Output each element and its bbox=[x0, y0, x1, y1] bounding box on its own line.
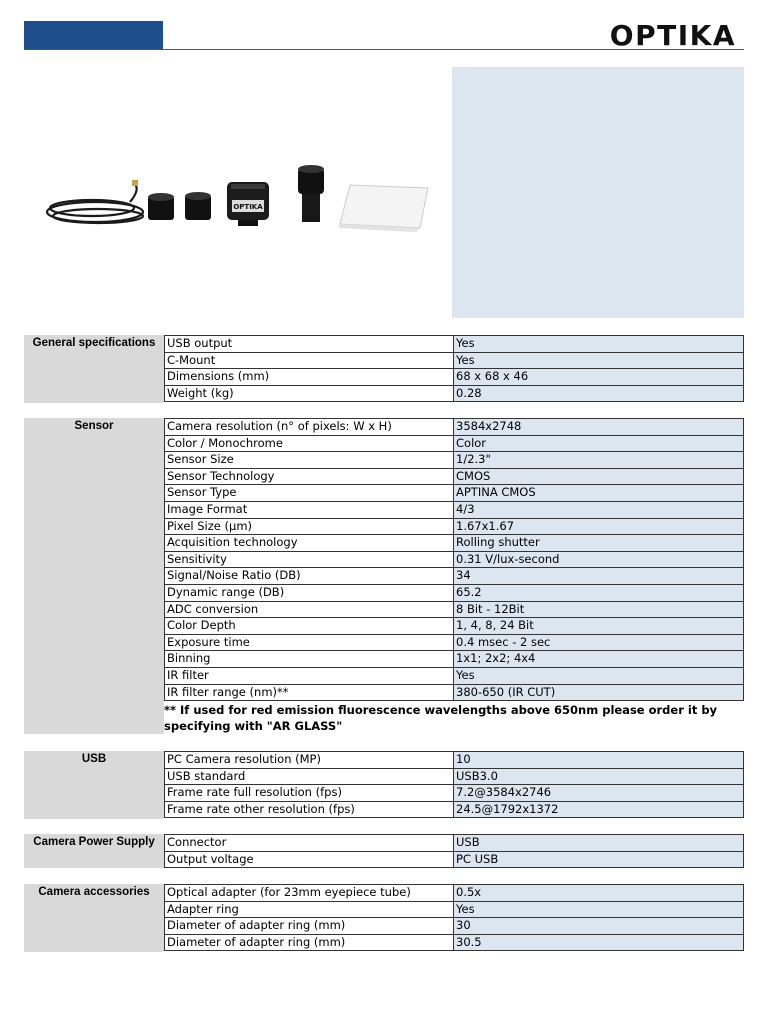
sensor-table bbox=[164, 418, 744, 701]
spec-value: Yes bbox=[454, 336, 744, 353]
spec-key: Sensor Technology bbox=[165, 468, 454, 485]
spec-value: 380-650 (IR CUT) bbox=[454, 684, 744, 701]
table-row bbox=[165, 435, 744, 452]
spec-key: Camera resolution (n° of pixels: W x H) bbox=[165, 419, 454, 436]
product-photo bbox=[40, 150, 440, 250]
spec-key: Sensitivity bbox=[165, 551, 454, 568]
section-label-sensor: Sensor bbox=[24, 418, 164, 734]
spec-value: Yes bbox=[454, 667, 744, 684]
brand-logo: OPTIKA bbox=[609, 19, 736, 52]
accessories-table bbox=[164, 884, 744, 951]
spec-key: Color / Monochrome bbox=[165, 435, 454, 452]
table-row bbox=[165, 535, 744, 552]
spec-value: 7.2@3584x2746 bbox=[454, 785, 744, 802]
header-color-bar bbox=[24, 21, 163, 49]
table-row bbox=[165, 568, 744, 585]
table-row bbox=[165, 918, 744, 935]
spec-key: Dynamic range (DB) bbox=[165, 584, 454, 601]
spec-value: 30 bbox=[454, 918, 744, 935]
spec-key: Signal/Noise Ratio (DB) bbox=[165, 568, 454, 585]
spec-value: Yes bbox=[454, 901, 744, 918]
table-row bbox=[165, 835, 744, 852]
spec-key: Pixel Size (µm) bbox=[165, 518, 454, 535]
usb-section bbox=[24, 751, 744, 819]
spec-key: Weight (kg) bbox=[165, 385, 454, 402]
table-row bbox=[165, 601, 744, 618]
table-row bbox=[165, 369, 744, 386]
table-row bbox=[165, 934, 744, 951]
spec-key: Exposure time bbox=[165, 634, 454, 651]
table-row bbox=[165, 752, 744, 769]
spec-key: Dimensions (mm) bbox=[165, 369, 454, 386]
spec-key: Frame rate other resolution (fps) bbox=[165, 801, 454, 818]
spec-value: 10 bbox=[454, 752, 744, 769]
spec-value: 0.5x bbox=[454, 885, 744, 902]
spec-value: 0.4 msec - 2 sec bbox=[454, 634, 744, 651]
adapter-ring-image bbox=[148, 192, 211, 220]
spec-value: 0.31 V/lux-second bbox=[454, 551, 744, 568]
spec-key: Color Depth bbox=[165, 618, 454, 635]
table-row bbox=[165, 667, 744, 684]
spec-value: 1x1; 2x2; 4x4 bbox=[454, 651, 744, 668]
spec-key: Output voltage bbox=[165, 851, 454, 868]
table-row bbox=[165, 901, 744, 918]
spec-key: Optical adapter (for 23mm eyepiece tube) bbox=[165, 885, 454, 902]
spec-key: C-Mount bbox=[165, 352, 454, 369]
table-row bbox=[165, 851, 744, 868]
table-row bbox=[165, 336, 744, 353]
cleaning-cloth-image bbox=[338, 185, 428, 232]
section-label-accessories: Camera accessories bbox=[24, 884, 164, 952]
spec-value: 1/2.3" bbox=[454, 452, 744, 469]
spec-value: APTINA CMOS bbox=[454, 485, 744, 502]
table-row bbox=[165, 485, 744, 502]
spec-key: Sensor Type bbox=[165, 485, 454, 502]
table-row bbox=[165, 785, 744, 802]
spec-key: Image Format bbox=[165, 501, 454, 518]
general-specs-table bbox=[164, 335, 744, 402]
spec-key: USB standard bbox=[165, 768, 454, 785]
general-specs-section bbox=[24, 335, 744, 403]
spec-key: Adapter ring bbox=[165, 901, 454, 918]
table-row bbox=[165, 651, 744, 668]
camera-brand-label: OPTIKA bbox=[233, 203, 263, 211]
spec-key: Acquisition technology bbox=[165, 535, 454, 552]
table-row bbox=[165, 419, 744, 436]
table-row bbox=[165, 452, 744, 469]
optical-adapter-image bbox=[298, 165, 324, 222]
table-row bbox=[165, 768, 744, 785]
table-row bbox=[165, 385, 744, 402]
table-row bbox=[165, 634, 744, 651]
spec-value: 1, 4, 8, 24 Bit bbox=[454, 618, 744, 635]
spec-value: 1.67x1.67 bbox=[454, 518, 744, 535]
accessories-section bbox=[24, 884, 744, 952]
spec-value: 24.5@1792x1372 bbox=[454, 801, 744, 818]
spec-key: Connector bbox=[165, 835, 454, 852]
usb-cable-image bbox=[47, 184, 143, 223]
table-row bbox=[165, 518, 744, 535]
table-row bbox=[165, 801, 744, 818]
spec-value: USB3.0 bbox=[454, 768, 744, 785]
spec-key: Sensor Size bbox=[165, 452, 454, 469]
spec-key: USB output bbox=[165, 336, 454, 353]
table-row bbox=[165, 352, 744, 369]
spec-value: Yes bbox=[454, 352, 744, 369]
spec-value: 34 bbox=[454, 568, 744, 585]
spec-value: PC USB bbox=[454, 851, 744, 868]
spec-key: Diameter of adapter ring (mm) bbox=[165, 918, 454, 935]
spec-key: ADC conversion bbox=[165, 601, 454, 618]
spec-value: 8 Bit - 12Bit bbox=[454, 601, 744, 618]
spec-value: 65.2 bbox=[454, 584, 744, 601]
spec-value: 30.5 bbox=[454, 934, 744, 951]
spec-value: USB bbox=[454, 835, 744, 852]
ir-filter-note: ** If used for red emission fluorescence wavelengths above 650nm please order it by specifying with "AR GLASS" bbox=[164, 703, 718, 733]
sensor-section bbox=[24, 418, 744, 734]
spec-value: 0.28 bbox=[454, 385, 744, 402]
spec-value: 3584x2748 bbox=[454, 419, 744, 436]
spec-key: Diameter of adapter ring (mm) bbox=[165, 934, 454, 951]
table-row bbox=[165, 885, 744, 902]
section-label-power: Camera Power Supply bbox=[24, 834, 164, 868]
usb-table bbox=[164, 751, 744, 818]
spec-value: 68 x 68 x 46 bbox=[454, 369, 744, 386]
spec-key: PC Camera resolution (MP) bbox=[165, 752, 454, 769]
power-supply-section bbox=[24, 834, 744, 868]
spec-key: IR filter range (nm)** bbox=[165, 684, 454, 701]
spec-value: CMOS bbox=[454, 468, 744, 485]
table-row bbox=[165, 501, 744, 518]
camera-body-image bbox=[227, 182, 269, 226]
section-label-usb: USB bbox=[24, 751, 164, 819]
spec-key: IR filter bbox=[165, 667, 454, 684]
spec-value: 4/3 bbox=[454, 501, 744, 518]
table-row bbox=[165, 618, 744, 635]
table-row bbox=[165, 684, 744, 701]
table-row bbox=[165, 584, 744, 601]
table-row bbox=[165, 551, 744, 568]
spec-value: Rolling shutter bbox=[454, 535, 744, 552]
power-supply-table bbox=[164, 834, 744, 868]
section-label-general: General specifications bbox=[24, 335, 164, 403]
spec-value: Color bbox=[454, 435, 744, 452]
spec-key: Frame rate full resolution (fps) bbox=[165, 785, 454, 802]
table-row bbox=[165, 468, 744, 485]
info-panel bbox=[452, 67, 744, 318]
spec-key: Binning bbox=[165, 651, 454, 668]
